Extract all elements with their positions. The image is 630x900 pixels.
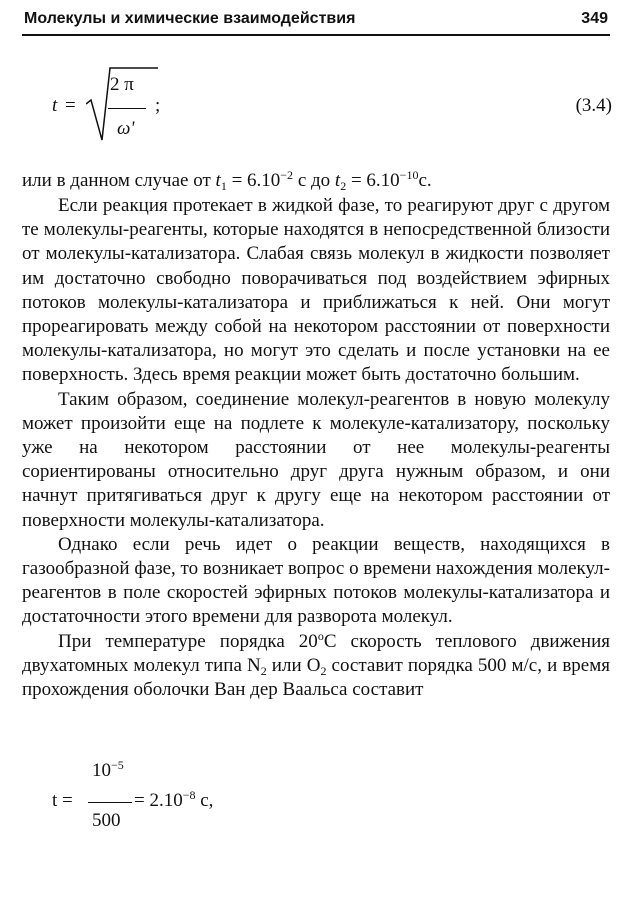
var-t1: t [215,170,221,191]
body-text [22,194,610,702]
formula2-numerator [92,760,124,782]
formula-lhs: t [52,95,58,116]
n2-subscript: 2 [260,663,267,678]
equation-number: (3.4) [575,95,612,116]
para4-part3: или O [266,654,321,676]
t1-subscript: 1 [220,179,227,193]
paragraph-gas-phase: Однако если речь идет о реакции веществ, находящихся в газообразной фазе, то возникает вопрос о времени нахождения молекул-реагентов в поле скоростей эфирных потоков молекулы-катализатора и достаточности этого времени для разворота молекул. [22,533,610,628]
line-connector: с до [293,170,335,191]
formula2-lhs: t = [52,790,73,811]
fraction-bar-2 [88,802,132,803]
t2-unit: с. [418,170,432,191]
t1-value: = 6.10 [226,170,281,191]
rhs-base: = 2.10 [134,790,183,811]
time-range-line [22,170,432,192]
para4-part4: составит порядка 500 м/с, и время прохождения оболочки Ван дер Ваальса составит [22,654,611,701]
page-number: 349 [581,10,608,27]
degree-sup: о [317,628,324,643]
var-t2: t [334,170,341,191]
numerator-exponent: −5 [111,758,124,772]
page-header [22,8,610,36]
o2-subscript: 2 [320,663,327,678]
paragraph-conclusion: Таким образом, соединение молекул-реагентов в новую молекулу может произойти еще на подлете к молекуле-катализатору, поскольку уже на некотором расстоянии от нее молекулы-реагенты сориентированы относительно друг друга нужным образом, и они начнут притягиваться друг к другу еще на некотором расстоянии от поверхности молекулы-катализатора. [22,388,610,531]
running-title: Молекулы и химические взаимодействия [24,10,356,27]
fraction-bar [108,108,146,109]
t2-value: = 6.10 [346,170,400,191]
rhs-unit: с, [195,790,214,811]
rhs-exponent: −8 [182,788,196,802]
para4-part2: С скорость теплового движения двухатомных молекул типа N [22,630,610,676]
formula-denominator: ω' [117,118,135,139]
formula2-denominator: 500 [92,810,121,831]
formula-3-4 [52,62,612,142]
t2-subscript: 2 [340,179,347,193]
line-prefix: или в данном случае от [22,170,216,191]
t2-exponent: −10 [399,168,419,182]
formula-equals: = [65,95,76,116]
formula-semicolon: ; [155,95,161,116]
numerator-base: 10 [92,760,111,781]
formula2-rhs [134,790,213,812]
formula-numerator: 2 π [110,74,134,95]
paragraph-liquid-phase: Если реакция протекает в жидкой фазе, то реагируют друг с другом те молекулы-реагенты, которые находятся в непосредственной близости от молекулы-катализатора. Слабая связь молекул в жидкости позволяет им достаточно свободно поворачиваться под воздействием эфирных потоков молекулы-катализатора и приближаться к ней. Они могут прореагировать между собой на некотором расстоянии от поверхности молекулы-катализатора, но могут это сделать и после установки на ее поверхность. Здесь время реакции может быть достаточно большим. [22,195,610,386]
paragraph-temperature [22,630,610,703]
formula-time [52,760,312,850]
t1-exponent: −2 [280,168,294,182]
para4-part1: При температуре порядка 20 [58,630,318,652]
